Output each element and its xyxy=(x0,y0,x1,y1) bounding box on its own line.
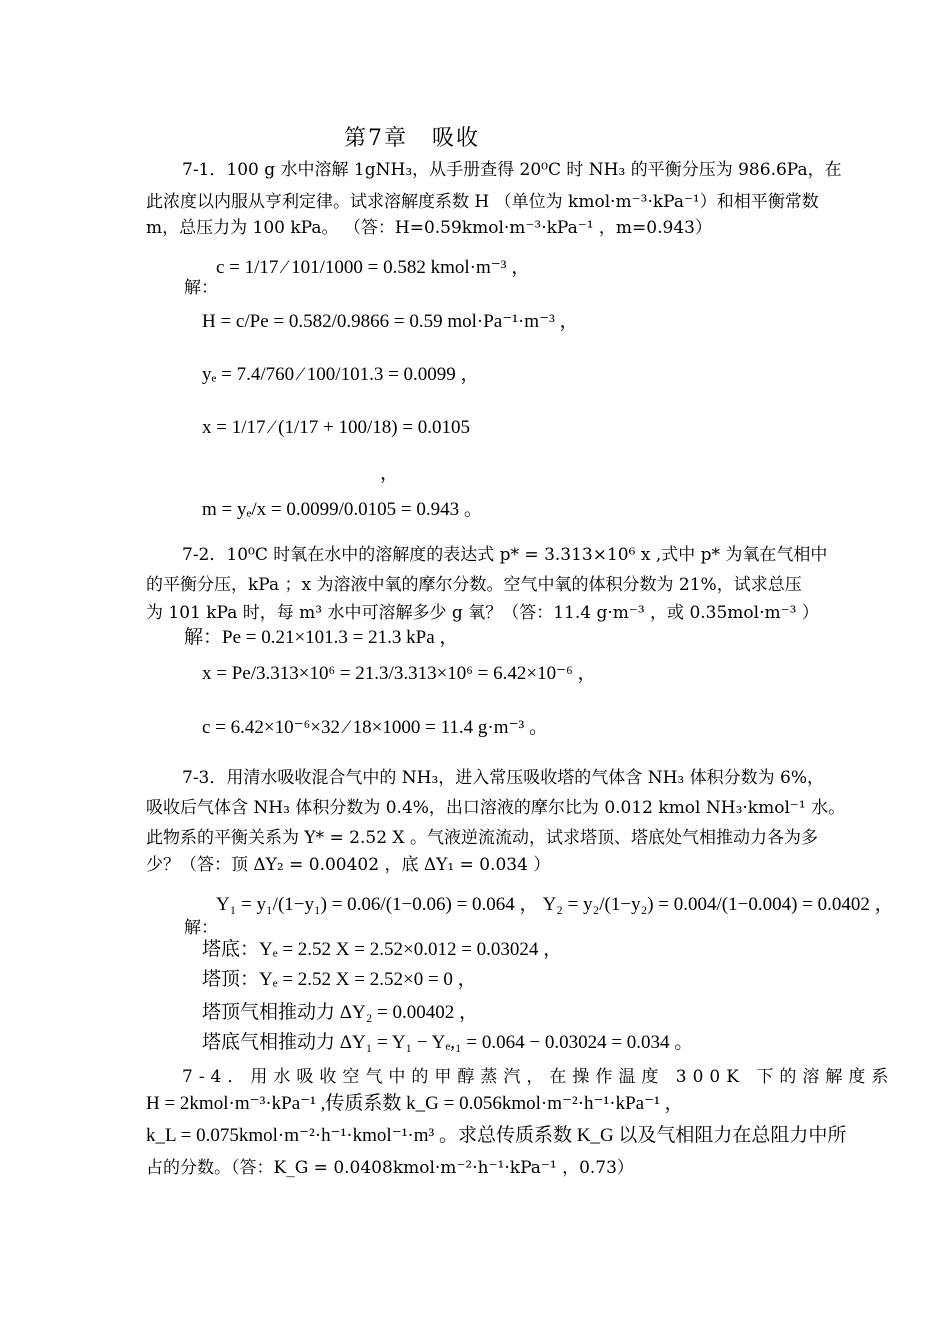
solution-7-1-label: 解： xyxy=(184,278,218,298)
problem-7-1-line-2: 此浓度以内服从亨利定律。试求溶解度系数 H （单位为 kmol·m⁻³·kPa⁻¹）和相平衡常数 xyxy=(146,192,819,212)
problem-7-4-line-4: 占的分数。（答：K_G = 0.0408kmol·m⁻²·h⁻¹·kPa⁻¹ ，0.73） xyxy=(146,1158,634,1178)
solution-7-2-eq-c: c = 6.42×10⁻⁶×32 ⁄ 18×1000 = 11.4 g·m⁻³ 。 xyxy=(202,717,548,738)
problem-7-3-line-4: 少？（答：顶 ΔY₂ = 0.00402 ，底 ΔY₁ = 0.034 ） xyxy=(146,855,551,875)
solution-7-1-eq-c: c = 1/17 ⁄ 101/1000 = 0.582 kmol·m⁻³ ， xyxy=(216,257,531,278)
solution-7-2-eq-x: x = Pe/3.313×10⁶ = 21.3/3.313×10⁶ = 6.42×10⁻⁶ ， xyxy=(202,663,597,684)
problem-7-4-line-1: 7-4．用水吸收空气中的甲醇蒸汽，在操作温度 300K 下的溶解度系 xyxy=(182,1067,895,1087)
solution-7-3-eq-y1-y2: Y₁ = y₁/(1−y₁) = 0.06/(1−0.06) = 0.064 ， Y₂ = y₂/(1−y₂) = 0.004/(1−0.004) = 0.0402 ， xyxy=(216,894,894,915)
problem-7-3-line-2: 吸收后气体含 NH₃ 体积分数为 0.4%，出口溶液的摩尔比为 0.012 kmol NH₃·kmol⁻¹ 水。 xyxy=(146,798,846,818)
solution-7-1-eq-ye: yₑ = 7.4/760 ⁄ 100/101.3 = 0.0099 ， xyxy=(202,364,480,385)
solution-7-2-eq-pe: 解：Pe = 0.21×101.3 = 21.3 kPa ， xyxy=(184,627,459,648)
problem-7-1-line-1: 7-1．100 g 水中溶解 1gNH₃，从手册查得 20⁰C 时 NH₃ 的平衡分压为 986.6Pa，在 xyxy=(182,160,842,180)
solution-7-1-eq-h: H = c/Pe = 0.582/0.9866 = 0.59 mol·Pa⁻¹·m⁻³ ， xyxy=(202,311,579,332)
chapter-title: 第7章 吸收 xyxy=(344,126,480,151)
solution-7-1-eq-x-comma: ， xyxy=(380,463,400,484)
problem-7-3-line-3: 此物系的平衡关系为 Y* = 2.52 X 。气液逆流流动，试求塔顶、塔底处气相推动力各为多 xyxy=(146,828,818,848)
solution-7-3-eq-top: 塔顶：Yₑ = 2.52 X = 2.52×0 = 0 ， xyxy=(202,969,477,990)
solution-7-1-eq-x: x = 1/17 ⁄ (1/17 + 100/18) = 0.0105 xyxy=(202,417,471,438)
problem-7-1-line-3: m，总压力为 100 kPa。 （答：H=0.59kmol·m⁻³·kPa⁻¹ ，m=0.943） xyxy=(146,218,712,238)
solution-7-3-eq-bottom: 塔底：Yₑ = 2.52 X = 2.52×0.012 = 0.03024 ， xyxy=(202,939,563,960)
problem-7-4-line-2: H = 2kmol·m⁻³·kPa⁻¹ ,传质系数 k_G = 0.056kmol·m⁻²·h⁻¹·kPa⁻¹ ， xyxy=(146,1093,684,1114)
problem-7-3-line-1: 7-3．用清水吸收混合气中的 NH₃，进入常压吸收塔的气体含 NH₃ 体积分数为 6%， xyxy=(182,768,824,788)
problem-7-2-line-2: 的平衡分压，kPa ；x 为溶液中氧的摩尔分数。空气中氧的体积分数为 21%，试求总压 xyxy=(146,575,802,595)
problem-7-4-line-3: k_L = 0.075kmol·m⁻²·h⁻¹·kmol⁻¹·m³ 。求总传质系数 K_G 以及气相阻力在总阻力中所 xyxy=(146,1125,847,1146)
problem-7-2-line-1: 7-2．10⁰C 时氧在水中的溶解度的表达式 p* = 3.313×10⁶ x ,式中 p* 为氧在气相中 xyxy=(182,545,828,565)
solution-7-3-label: 解： xyxy=(184,918,218,938)
solution-7-3-eq-dy2: 塔顶气相推动力 ΔY₂ = 0.00402 ， xyxy=(202,1002,479,1023)
solution-7-1-eq-m: m = yₑ/x = 0.0099/0.0105 = 0.943 。 xyxy=(202,499,483,520)
problem-7-2-line-3: 为 101 kPa 时，每 m³ 水中可溶解多少 g 氧？（答：11.4 g·m⁻³ ，或 0.35mol·m⁻³ ） xyxy=(146,603,819,623)
solution-7-3-eq-dy1: 塔底气相推动力 ΔY₁ = Y₁ − Yₑ,₁ = 0.064 − 0.03024 = 0.034 。 xyxy=(202,1032,694,1053)
